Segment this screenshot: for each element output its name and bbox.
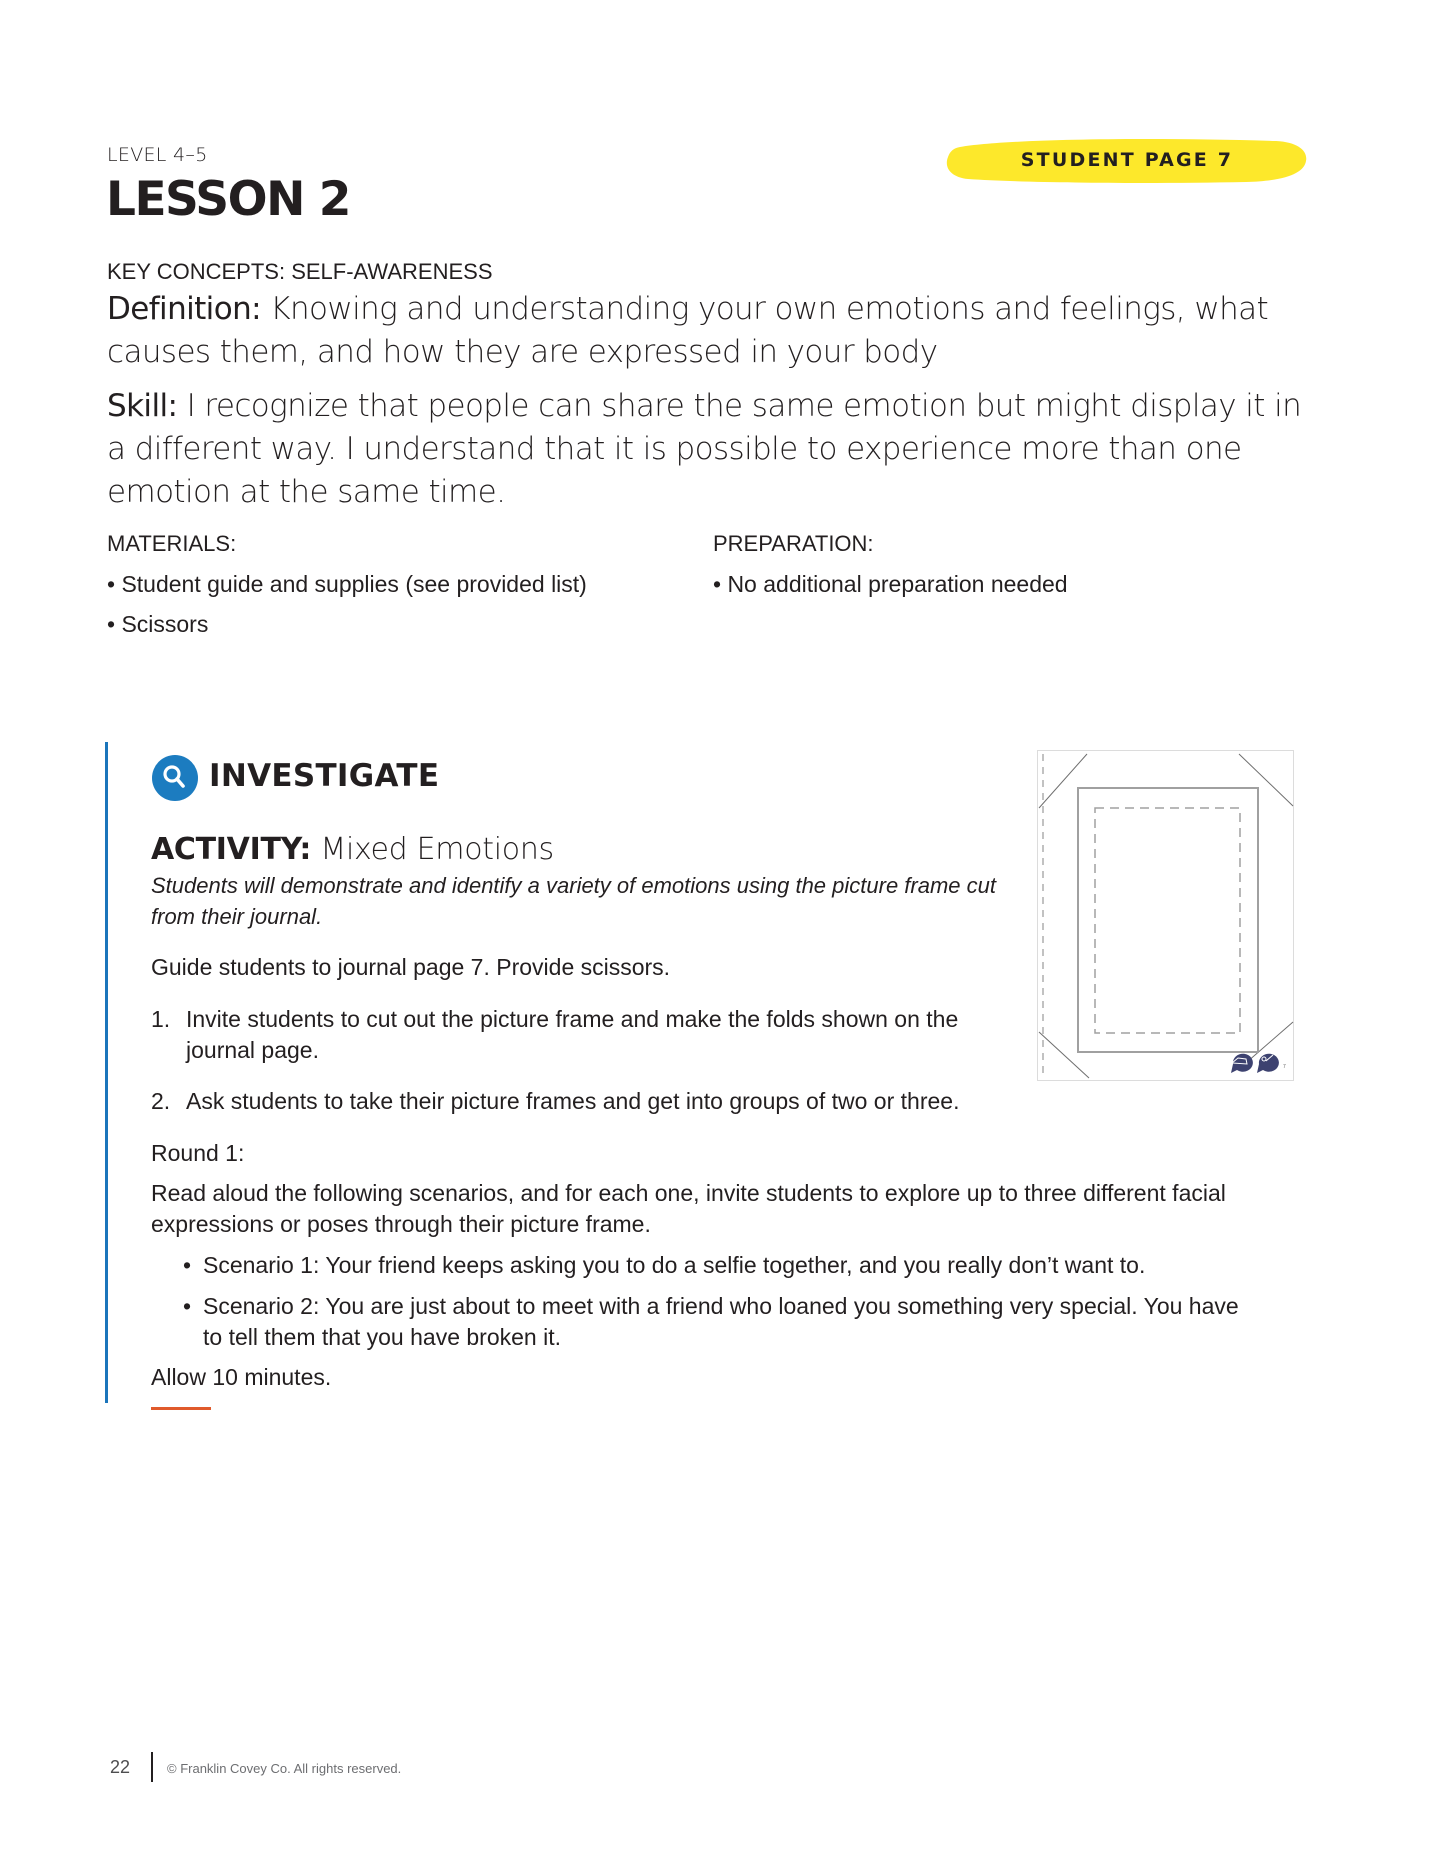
skill-text: I recognize that people can share the same emotion but might display it in a different way. I understand that it is possible to experience more than one emotion at the same time.	[107, 388, 1302, 510]
magnifier-icon	[152, 755, 198, 801]
step-number: 2.	[151, 1088, 171, 1114]
lesson-title: LESSON 2	[106, 172, 350, 227]
level-label: LEVEL 4–5	[107, 144, 208, 166]
bullet: •	[183, 1252, 192, 1278]
picture-frame-thumbnail	[1037, 750, 1294, 1081]
scenario-item	[183, 1291, 1263, 1353]
student-page-badge	[946, 137, 1308, 183]
round-label-text: Round 1:	[151, 1140, 245, 1166]
scenario-label: Scenario 2:	[203, 1293, 320, 1319]
step-number: 1.	[151, 1006, 171, 1032]
scenario-label: Scenario 1:	[203, 1252, 320, 1278]
copyright-notice: © Franklin Covey Co. All rights reserved.	[167, 1761, 402, 1776]
round-label	[151, 1138, 1301, 1169]
activity-label: ACTIVITY:	[151, 832, 312, 867]
materials-heading: MATERIALS:	[107, 531, 237, 556]
definition-label: Definition:	[107, 291, 261, 327]
bullet: •	[183, 1293, 192, 1319]
definition-text: Knowing and understanding your own emotions and feelings, what causes them, and how they are expressed in your body	[107, 291, 1269, 370]
section-title: INVESTIGATE	[209, 758, 440, 794]
student-page-label: STUDENT PAGE 7	[1020, 149, 1234, 171]
skill-paragraph	[107, 385, 1307, 514]
step-item	[151, 1004, 1021, 1066]
step-text: Ask students to take their picture frames and get into groups of two or three.	[186, 1088, 960, 1114]
thumbnail-page-number: 7	[1283, 1064, 1286, 1070]
scenario-text: You are just about to meet with a friend who loaned you something very special. You have to tell them that you have broken it.	[203, 1293, 1239, 1350]
step-item	[151, 1086, 1151, 1117]
materials-item: • Student guide and supplies (see provided list)	[107, 571, 587, 597]
definition-paragraph	[107, 288, 1307, 374]
activity-description: Students will demonstrate and identify a variety of emotions using the picture frame cut from their journal.	[151, 873, 996, 929]
key-concepts-label: KEY CONCEPTS: SELF-AWARENESS	[107, 259, 493, 284]
preparation-item: • No additional preparation needed	[713, 571, 1068, 597]
time-allowance	[151, 1362, 1301, 1393]
round-instructions: Read aloud the following scenarios, and for each one, invite students to explore up to three different facial expressions or poses through their picture frame.	[151, 1180, 1226, 1237]
activity-name: Mixed Emotions	[311, 832, 554, 867]
materials-item: • Scissors	[107, 611, 209, 637]
scenario-text: Your friend keeps asking you to do a selfie together, and you really don’t want to.	[319, 1252, 1146, 1278]
guide-rest: Provide scissors.	[489, 954, 671, 980]
footer-divider	[151, 1752, 153, 1782]
scenario-text-wrap	[203, 1291, 1263, 1353]
page-number: 22	[110, 1757, 131, 1777]
scenario-item	[183, 1250, 1263, 1281]
section-accent-bar	[105, 742, 108, 1403]
activity-heading	[151, 832, 554, 867]
guide-bold: Guide students to journal page 7.	[151, 954, 490, 980]
section-end-rule	[151, 1407, 211, 1410]
time-allowance-text: Allow 10 minutes.	[151, 1364, 332, 1390]
preparation-heading: PREPARATION:	[713, 531, 874, 556]
skill-label: Skill:	[107, 388, 178, 424]
scenario-text-wrap	[203, 1250, 1263, 1281]
step-text: Invite students to cut out the picture frame and make the folds shown on the journal page.	[186, 1006, 959, 1063]
